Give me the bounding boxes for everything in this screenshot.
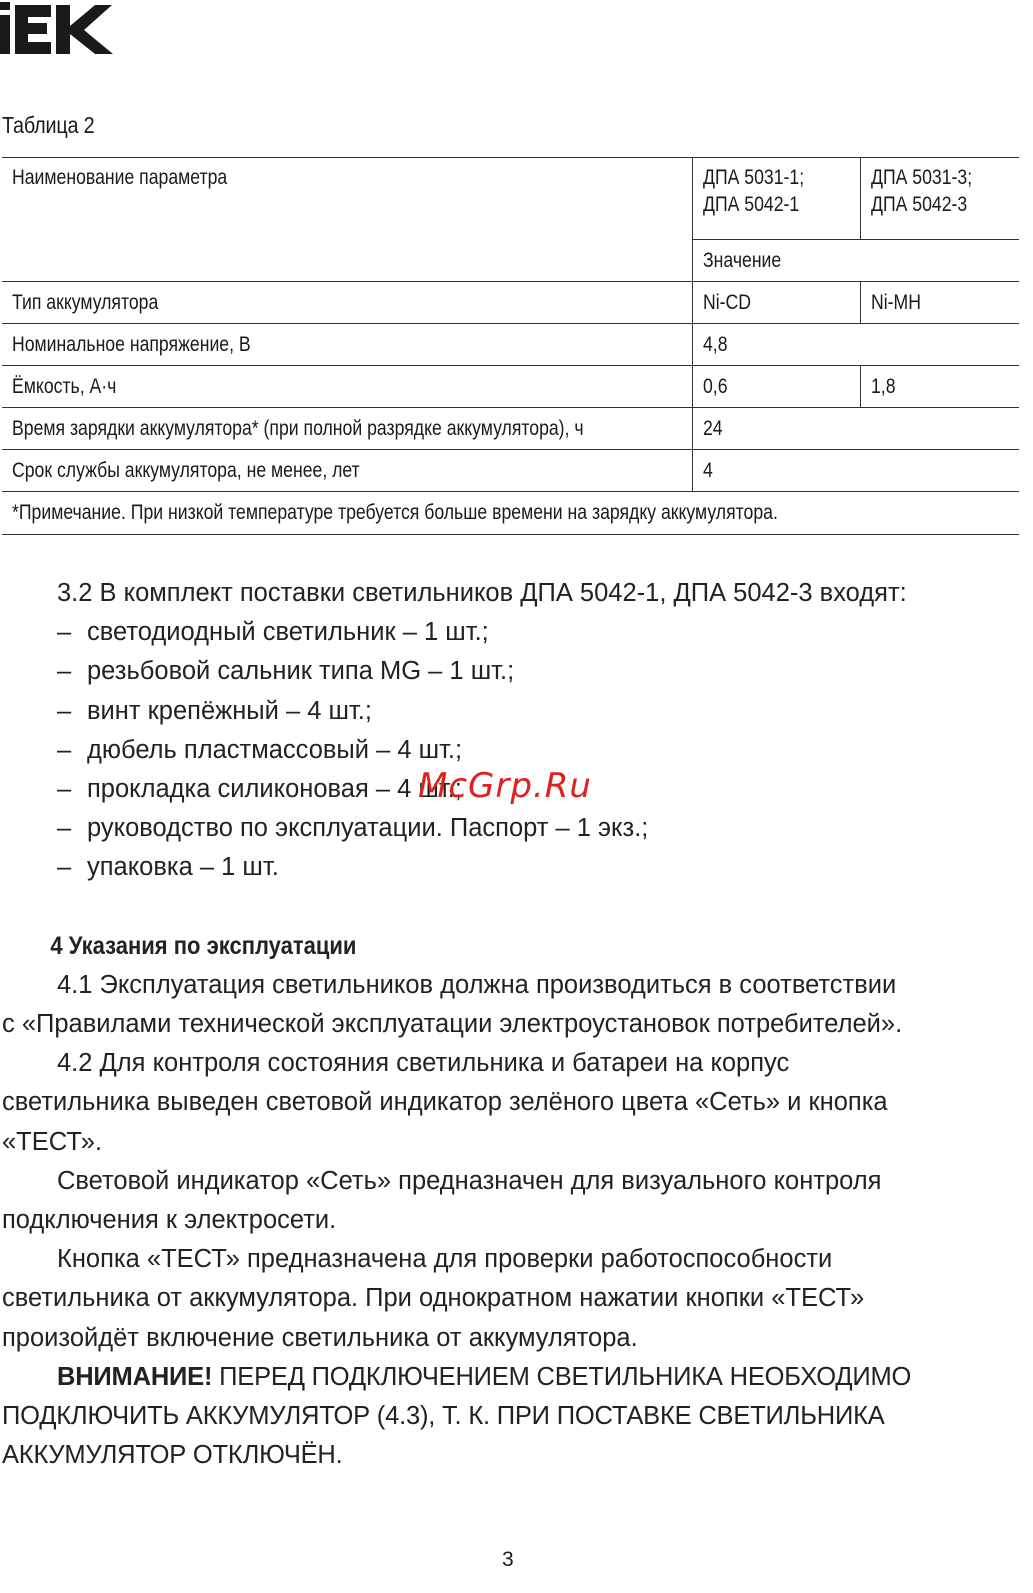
list-item: – упаковка – 1 шт. [57,853,279,882]
table-row [2,408,1019,450]
paragraph-line: с «Правилами технической эксплуатации электроустановок потребителей». [2,1010,903,1039]
table-header-row [2,158,1019,240]
iek-logo [0,2,115,54]
param-value-cell: Ni-CD [693,282,861,324]
table-row [2,282,1019,324]
list-item: – резьбовой сальник типа MG – 1 шт.; [57,657,515,686]
body-text [2,574,1032,1475]
table-note-row [2,492,1019,535]
paragraph-line: «ТЕСТ». [2,1127,103,1156]
list-item: – дюбель пластмассовый – 4 шт.; [57,735,463,764]
param-value-cell: 1,8 [861,366,1019,408]
section-4-title: 4 Указания по эксплуатации [50,931,357,960]
paragraph-line: произойдёт включение светильника от аккумулятора. [2,1323,638,1352]
table-row [2,324,1019,366]
param-value-cell: Ni-MH [861,282,1019,324]
list-item: – винт крепёжный – 4 шт.; [57,696,372,725]
table-row [2,366,1019,408]
paragraph-line: светильника от аккумулятора. При однократном нажатии кнопки «ТЕСТ» [2,1284,865,1313]
watermark: McGrp.Ru [418,766,592,806]
paragraph-line: подключения к электросети. [2,1206,337,1235]
header-model-cell: ДПА 5031-3; ДПА 5042-3 [861,158,1019,240]
list-item: – прокладка силиконовая – 4 шт.; [57,775,462,804]
section-3-2-intro: 3.2 В комплект поставки светильников ДПА 5042-1, ДПА 5042-3 входят: [57,579,907,607]
warning-line: АККУМУЛЯТОР ОТКЛЮЧЁН. [2,1441,343,1470]
param-name-cell: Ёмкость, А·ч [2,366,693,408]
param-value-cell: 0,6 [693,366,861,408]
table-note: *Примечание. При низкой температуре требуется больше времени на зарядку аккумулятора. [2,492,1019,535]
header-param-cell: Наименование параметра [2,158,693,282]
header-model-cell: ДПА 5031-1; ДПА 5042-1 [693,158,861,240]
param-name-cell: Номинальное напряжение, В [2,324,693,366]
paragraph-line: 4.1 Эксплуатация светильников должна производиться в соответствии [57,970,897,999]
param-name-cell: Время зарядки аккумулятора* (при полной разрядке аккумулятора), ч [2,408,693,450]
warning-label: ВНИМАНИЕ! [57,1362,213,1391]
header-value-cell: Значение [693,240,1019,282]
page-number: 3 [502,1548,514,1571]
warning-line: ПОДКЛЮЧИТЬ АККУМУЛЯТОР (4.3), Т. К. ПРИ ПОСТАВКЕ СВЕТИЛЬНИКА [2,1402,885,1431]
param-value-cell: 4 [693,450,1019,492]
paragraph-line: 4.2 Для контроля состояния светильника и батареи на корпус [57,1049,790,1078]
list-item: – светодиодный светильник – 1 шт.; [57,618,489,647]
param-name-cell: Тип аккумулятора [2,282,693,324]
paragraph-line: светильника выведен световой индикатор зелёного цвета «Сеть» и кнопка [2,1088,888,1117]
warning-line: ВНИМАНИЕ! ПЕРЕД ПОДКЛЮЧЕНИЕМ СВЕТИЛЬНИКА НЕОБХОДИМО [57,1362,912,1391]
list-item: – руководство по эксплуатации. Паспорт – 1 экз.; [57,814,649,843]
param-value-cell: 4,8 [693,324,1019,366]
param-name-cell: Срок службы аккумулятора, не менее, лет [2,450,693,492]
paragraph-line: Кнопка «ТЕСТ» предназначена для проверки работоспособности [57,1245,833,1274]
param-value-cell: 24 [693,408,1019,450]
table-row [2,450,1019,492]
table-caption: Таблица 2 [2,112,95,138]
paragraph-line: Световой индикатор «Сеть» предназначен для визуального контроля [57,1166,882,1195]
parameters-table [2,157,1019,535]
